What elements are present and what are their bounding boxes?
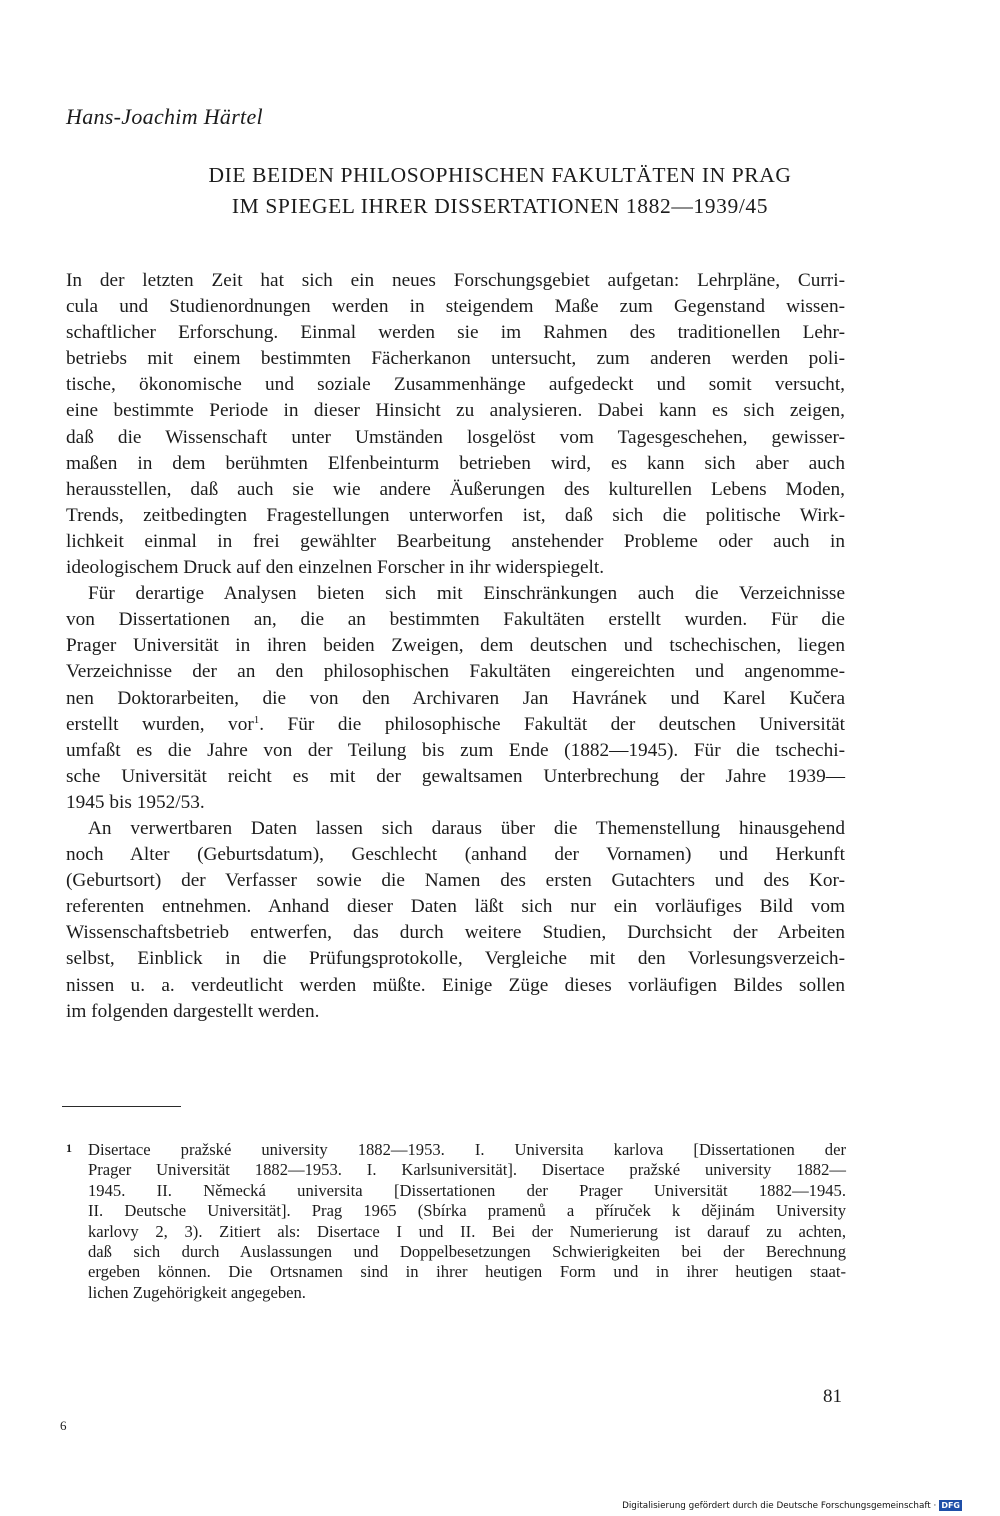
text-line: betriebs mit einem bestimmten Fächerkanon untersucht, zum anderen werden poli- xyxy=(66,348,845,370)
footnote-line: 1945. II. Německá universita [Dissertationen der Prager Universität 1882—1945. xyxy=(88,1180,846,1200)
footnote-line: lichen Zugehörigkeit angegeben. xyxy=(88,1282,306,1302)
text-line: noch Alter (Geburtsdatum), Geschlecht (anhand der Vornamen) und Herkunft xyxy=(66,844,845,866)
text-line: Verzeichnisse der an den philosophischen Fakultäten eingereichten und angenomme- xyxy=(66,661,845,683)
digitization-notice xyxy=(622,1500,962,1511)
text-line: ideologischem Druck auf den einzelnen Forscher in ihr widerspiegelt. xyxy=(66,557,605,579)
text-line: lichkeit einmal in frei gewählter Bearbeitung anstehender Probleme oder auch in xyxy=(66,530,845,552)
article-body xyxy=(66,268,845,1025)
footnote-line: karlovy 2, 3). Zitiert als: Disertace I und II. Bei der Numerierung ist darauf zu achten, xyxy=(88,1221,846,1241)
text-line: maßen in dem berühmten Elfenbeinturm betrieben wird, es kann sich aber auch xyxy=(66,452,845,474)
footnote-line: ergeben können. Die Ortsnamen sind in ihrer heutigen Form und in ihrer heutigen staat- xyxy=(88,1262,846,1282)
text-line: (Geburtsort) der Verfasser sowie die Namen des ersten Gutachters und des Kor- xyxy=(66,870,845,892)
title-line: IM SPIEGEL IHRER DISSERTATIONEN 1882—1939/45 xyxy=(231,194,769,218)
footnote-divider xyxy=(62,1106,181,1107)
footnote-line: II. Deutsche Universität]. Prag 1965 (Sbírka pramenů a příruček k dějinám University xyxy=(88,1201,846,1221)
text-line: Trends, zeitbedingten Fragestellungen unterworfen ist, daß sich die politische Wirk- xyxy=(66,504,845,526)
text-line: von Dissertationen an, die an bestimmten Fakultäten erstellt wurden. Für die xyxy=(66,609,845,631)
footnote-line: Disertace pražské university 1882—1953. I. Universita karlova [Dissertationen der xyxy=(88,1140,846,1159)
text-line: eine bestimmte Periode in dieser Hinsicht zu analysieren. Dabei kann es sich zeigen, xyxy=(66,400,845,422)
text-line: im folgenden dargestellt werden. xyxy=(66,1000,320,1022)
footnote-marker: 1 xyxy=(66,1141,72,1155)
author-name: Hans-Joachim Härtel xyxy=(66,104,263,129)
page-number: 81 xyxy=(823,1386,842,1407)
text-line: daß die Wissenschaft unter Umständen losgelöst vom Tagesgeschehen, gewisser- xyxy=(66,426,845,448)
title-line: DIE BEIDEN PHILOSOPHISCHEN FAKULTÄTEN IN PRAG xyxy=(208,163,792,187)
text-line: sche Universität reicht es mit der gewaltsamen Unterbrechung der Jahre 1939— xyxy=(66,765,845,787)
footnote-line: daß sich durch Auslassungen und Doppelbesetzungen Schwierigkeiten bei der Berechnung xyxy=(88,1241,846,1261)
footnote-line: Prager Universität 1882—1953. I. Karlsuniversität]. Disertace pražské university 1882— xyxy=(88,1160,846,1180)
text-line: herausstellen, daß auch sie wie andere Äußerungen des kulturellen Lebens Moden, xyxy=(66,478,845,500)
footnote xyxy=(66,1140,846,1303)
text-line: tische, ökonomische und soziale Zusammenhänge aufgedeckt und somit versucht, xyxy=(66,374,845,396)
text-line: Für derartige Analysen bieten sich mit Einschränkungen auch die Verzeichnisse xyxy=(88,583,845,605)
dfg-logo-icon: DFG xyxy=(941,1501,960,1510)
text-line: In der letzten Zeit hat sich ein neues Forschungsgebiet aufgetan: Lehrpläne, Curri- xyxy=(66,270,845,291)
text-line: selbst, Einblick in die Prüfungsprotokolle, Vergleiche mit den Vorlesungsverzeich- xyxy=(66,948,845,970)
text-line: An verwertbaren Daten lassen sich daraus über die Themenstellung hinausgehend xyxy=(88,817,845,839)
text-line: cula und Studienordnungen werden in steigendem Maße zum Gegenstand wissen- xyxy=(66,296,845,318)
footnote-reference: 1 xyxy=(253,713,260,726)
paragraph xyxy=(66,268,845,581)
digitization-note: Digitalisierung gefördert durch die Deutsche Forschungsgemeinschaft · xyxy=(622,1500,937,1511)
sheet-number: 6 xyxy=(60,1418,67,1433)
paragraph xyxy=(66,816,845,1025)
text-line: 1945 bis 1952/53. xyxy=(66,791,205,813)
text-line: schaftlicher Erforschung. Einmal werden sie im Rahmen des traditionellen Lehr- xyxy=(66,322,845,344)
text-line: Prager Universität in ihren beiden Zweigen, dem deutschen und tschechischen, liegen xyxy=(66,635,845,657)
text-line: nen Doktorarbeiten, die von den Archivaren Jan Havránek und Karel Kučera xyxy=(66,687,845,709)
article-title xyxy=(80,160,920,222)
text-line: nissen u. a. verdeutlicht werden müßte. Einige Züge dieses vorläufigen Bildes sollen xyxy=(66,974,845,996)
text-line: Wissenschaftsbetrieb entwerfen, das durch weitere Studien, Durchsicht der Arbeiten xyxy=(66,922,845,944)
text-line: referenten entnehmen. Anhand dieser Daten läßt sich nur ein vorläufiges Bild vom xyxy=(66,896,845,918)
text-line: umfaßt es die Jahre von der Teilung bis zum Ende (1882—1945). Für die tschechi- xyxy=(66,739,845,761)
text-line: erstellt wurden, vor$^1$. Für die philosophische Fakultät der deutschen Universität xyxy=(66,713,845,735)
paragraph xyxy=(66,581,845,816)
